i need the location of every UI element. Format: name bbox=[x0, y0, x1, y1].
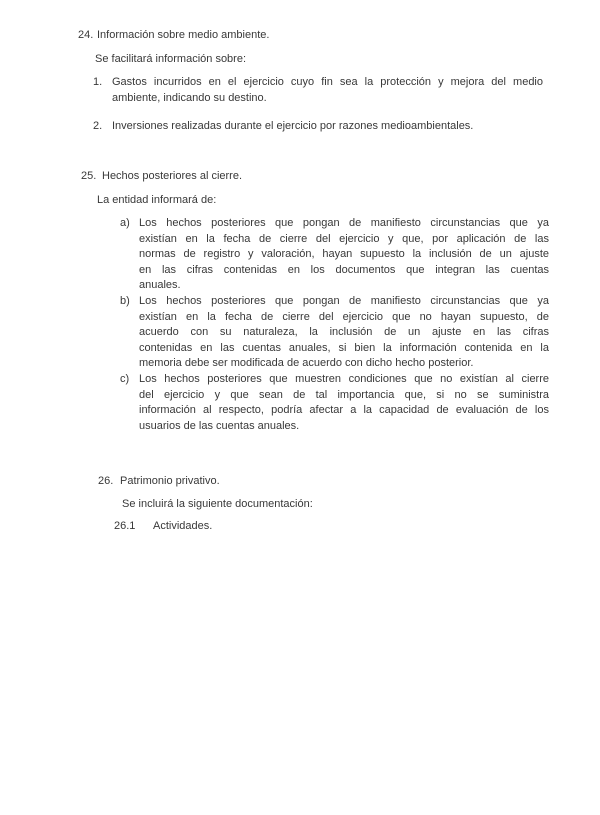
text-line: anuales. bbox=[139, 279, 181, 291]
item-a-marker: a) bbox=[120, 217, 130, 229]
text-line: acuerdo con su naturaleza, la inclusión de un ajuste en las cifras bbox=[139, 326, 549, 338]
item-2-marker: 2. bbox=[93, 120, 103, 132]
text-line: Los hechos posteriores que pongan de manifiesto circunstancias que ya bbox=[139, 217, 549, 229]
section-24-title: Información sobre medio ambiente. bbox=[97, 29, 270, 41]
item-2-text bbox=[112, 119, 543, 135]
text-line: normas de registro y valoración, hayan supuesto la inclusión de un ajuste bbox=[139, 248, 549, 260]
text-line: Inversiones realizadas durante el ejercicio por razones medioambientales. bbox=[112, 120, 474, 132]
text-line: Gastos incurridos en el ejercicio cuyo fin sea la protección y mejora del medio bbox=[112, 76, 543, 88]
section-25-number: 25. bbox=[81, 170, 97, 182]
section-24-intro: Se facilitará información sobre: bbox=[95, 53, 247, 65]
text-line: en las cifras contenidas en los documentos que integran las cuentas bbox=[139, 263, 549, 276]
item-b-marker: b) bbox=[120, 295, 130, 307]
subitem-26-1 bbox=[114, 519, 212, 535]
list-item-b bbox=[120, 294, 549, 372]
section-24-number: 24. bbox=[78, 29, 94, 41]
text-line: información al respecto, podría afectar a la capacidad de evaluación de los bbox=[139, 404, 549, 416]
text-line: contenidas en las cuentas anuales, si bien la información contenida en la bbox=[139, 341, 549, 354]
section-24-heading bbox=[78, 28, 269, 44]
item-b-text bbox=[139, 294, 549, 372]
item-a-text bbox=[139, 216, 549, 294]
list-item-1 bbox=[93, 75, 543, 106]
text-line: existían en la fecha de cierre del ejercicio que no hayan supuesto, de bbox=[139, 310, 549, 323]
list-item-a bbox=[120, 216, 549, 294]
section-25-intro: La entidad informará de: bbox=[97, 194, 217, 206]
item-1-marker: 1. bbox=[93, 76, 103, 88]
item-c-marker: c) bbox=[120, 373, 130, 385]
text-line: usuarios de las cuentas anuales. bbox=[139, 419, 300, 432]
section-25-title: Hechos posteriores al cierre. bbox=[102, 170, 243, 182]
list-item-c bbox=[120, 372, 549, 434]
text-line: Los hechos posteriores que muestren condiciones que no existían al cierre bbox=[139, 373, 549, 385]
text-line: del ejercicio y que sean de tal importancia que, si no se suministra bbox=[139, 388, 549, 401]
list-item-2 bbox=[93, 119, 543, 135]
subitem-26-1-marker: 26.1 bbox=[114, 520, 136, 532]
section-25-heading bbox=[81, 169, 242, 185]
section-26-number: 26. bbox=[98, 475, 114, 487]
section-26-heading bbox=[98, 474, 220, 490]
subitem-26-1-label: Actividades. bbox=[153, 520, 213, 532]
text-line: Los hechos posteriores que pongan de manifiesto circunstancias que ya bbox=[139, 295, 549, 307]
section-26-intro: Se incluirá la siguiente documentación: bbox=[122, 498, 313, 510]
text-line: memoria debe ser modificada de acuerdo con dicho hecho posterior. bbox=[139, 357, 474, 369]
section-26-title: Patrimonio privativo. bbox=[120, 475, 220, 487]
item-1-text bbox=[112, 75, 543, 106]
item-c-text bbox=[139, 372, 549, 434]
text-line: existían en la fecha de cierre del ejercicio y que, por aplicación de las bbox=[139, 232, 549, 245]
text-line: ambiente, indicando su destino. bbox=[112, 91, 267, 104]
